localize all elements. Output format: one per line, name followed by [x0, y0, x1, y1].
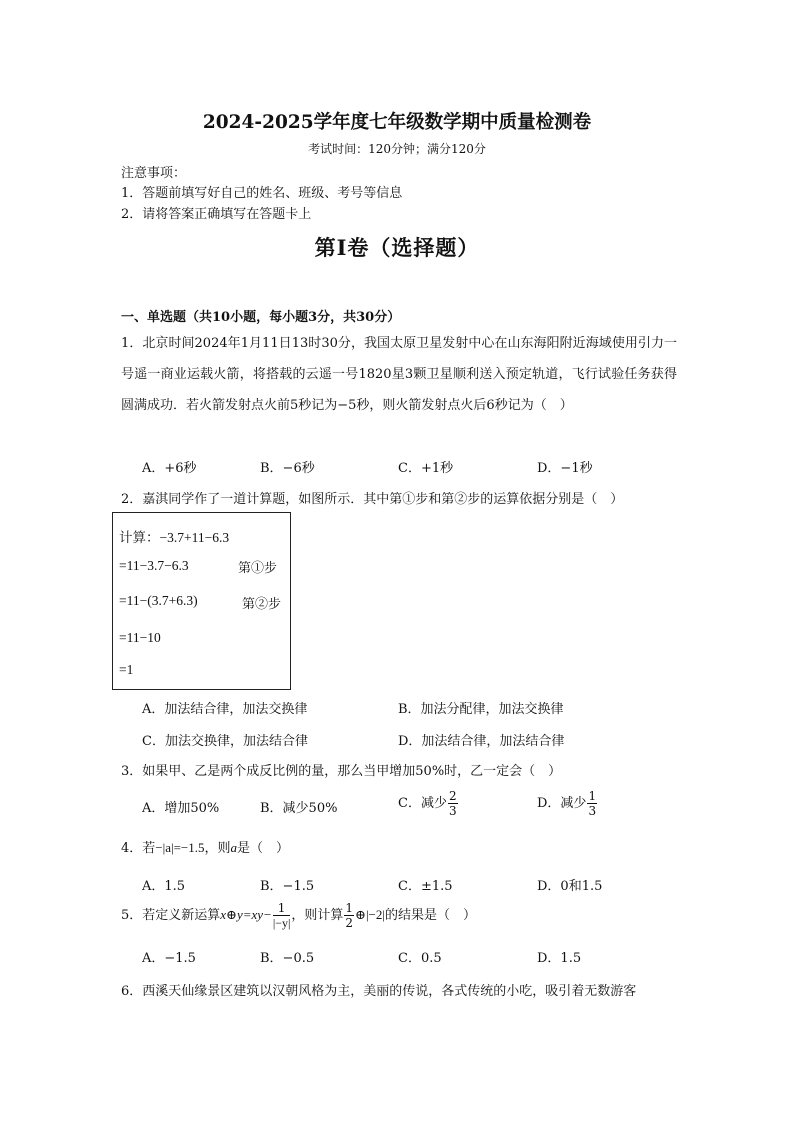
q4-mid: ，则 [204, 841, 231, 856]
q5-option-c: C．0.5 [398, 951, 442, 966]
q3-option-d-label: D．减少 [537, 796, 587, 811]
q3-option-a: A．增加50% [142, 801, 220, 816]
q2-option-d: D．加法结合律，加法结合律 [398, 734, 565, 749]
q5-math: x⊕y=xy− [220, 907, 272, 922]
note-item: 1．答题前填写好自己的姓名、班级、考号等信息 [121, 186, 403, 201]
q4-option-d: D．0和1.5 [537, 879, 603, 894]
q3-option-b: B．减少50% [260, 801, 338, 816]
q5-mid: ，则计算 [291, 908, 344, 923]
fraction-numerator: 1 [273, 902, 291, 916]
q1-option-c: C．+1秒 [398, 461, 454, 476]
fraction [273, 902, 291, 929]
q5-option-b: B．−0.5 [260, 951, 315, 966]
calc-step-label: 第①步 [238, 561, 278, 576]
exam-title: 2024-2025学年度七年级数学期中质量检测卷 [202, 112, 592, 133]
q4-option-c: C．±1.5 [398, 879, 453, 894]
q3-option-c [398, 790, 459, 817]
question-3-stem: 3．如果甲、乙是两个成反比例的量，那么当甲增加50%时，乙一定会（ ） [121, 764, 562, 779]
question-2-stem: 2．嘉淇同学作了一道计算题，如图所示．其中第①步和第②步的运算依据分别是（ ） [121, 492, 624, 507]
part-title: 第I卷（选择题） [314, 235, 480, 260]
q2-option-b: B．加法分配律，加法交换律 [398, 702, 564, 717]
fraction-numerator: 1 [345, 901, 354, 915]
calc-line: =11−3.7−6.3 [119, 558, 189, 573]
q1-option-d: D．−1秒 [537, 461, 593, 476]
q5-prefix: 5．若定义新运算 [121, 908, 221, 923]
q4-option-a: A．1.5 [142, 879, 186, 894]
fraction-denominator: 3 [588, 804, 597, 818]
fraction-denominator: 3 [448, 804, 457, 818]
section-heading: 一、单选题（共10小题，每小题3分，共30分） [121, 310, 401, 325]
calc-line: =11−(3.7+6.3) [119, 593, 198, 608]
q4-prefix: 4．若 [121, 841, 156, 856]
q1-option-b: B．−6秒 [260, 461, 315, 476]
question-6-stem: 6．西溪天仙缘景区建筑以汉朝风格为主，美丽的传说，各式传统的小吃，吸引着无数游客 [121, 984, 637, 999]
q2-option-c: C．加法交换律，加法结合律 [142, 734, 308, 749]
note-item: 2．请将答案正确填写在答题卡上 [121, 207, 312, 222]
q5-option-d: D．1.5 [537, 951, 582, 966]
calculation-box [112, 512, 291, 690]
fraction [344, 902, 354, 929]
calc-line: 计算：−3.7+11−6.3 [119, 530, 230, 545]
exam-subtitle: 考试时间：120分钟；满分120分 [308, 142, 486, 156]
q4-variable: a [230, 840, 238, 855]
q3-option-c-label: C．减少 [398, 796, 447, 811]
notes-label: 注意事项： [121, 166, 187, 181]
q4-math: −|a|=−1.5 [155, 840, 205, 855]
q4-suffix: 是（ ） [237, 841, 290, 856]
question-5-stem [121, 902, 476, 929]
q5-option-a: A．−1.5 [142, 951, 196, 966]
question-4-stem [121, 837, 289, 856]
question-1-stem: 1．北京时间2024年1月11日13时30分，我国太原卫星发射中心在山东海阳附近海域使用引力一号遥一商业运载火箭，将搭载的云遥一号1820星3颗卫星顺利送入预定轨道，飞行试验任务获得圆满成功．若火箭发射点火前5秒记为−5秒，则火箭发射点火后6秒记为（ ） [121, 336, 677, 413]
fraction [587, 790, 597, 817]
q4-option-b: B．−1.5 [260, 879, 315, 894]
q2-option-a: A．加法结合律，加法交换律 [142, 702, 308, 717]
calc-line: =1 [119, 662, 134, 677]
fraction-numerator: 1 [588, 789, 597, 803]
fraction-denominator: 2 [345, 916, 354, 930]
q5-suffix: 的结果是（ ） [384, 908, 476, 923]
fraction-denominator: |−y| [272, 916, 291, 930]
q1-option-a: A．+6秒 [142, 461, 197, 476]
q5-math-2: ⊕|−2| [355, 907, 385, 922]
calc-step-label: 第②步 [242, 597, 282, 612]
fraction [448, 790, 458, 817]
q3-option-d [537, 790, 598, 817]
fraction-numerator: 2 [448, 789, 457, 803]
calc-line: =11−10 [119, 630, 161, 645]
